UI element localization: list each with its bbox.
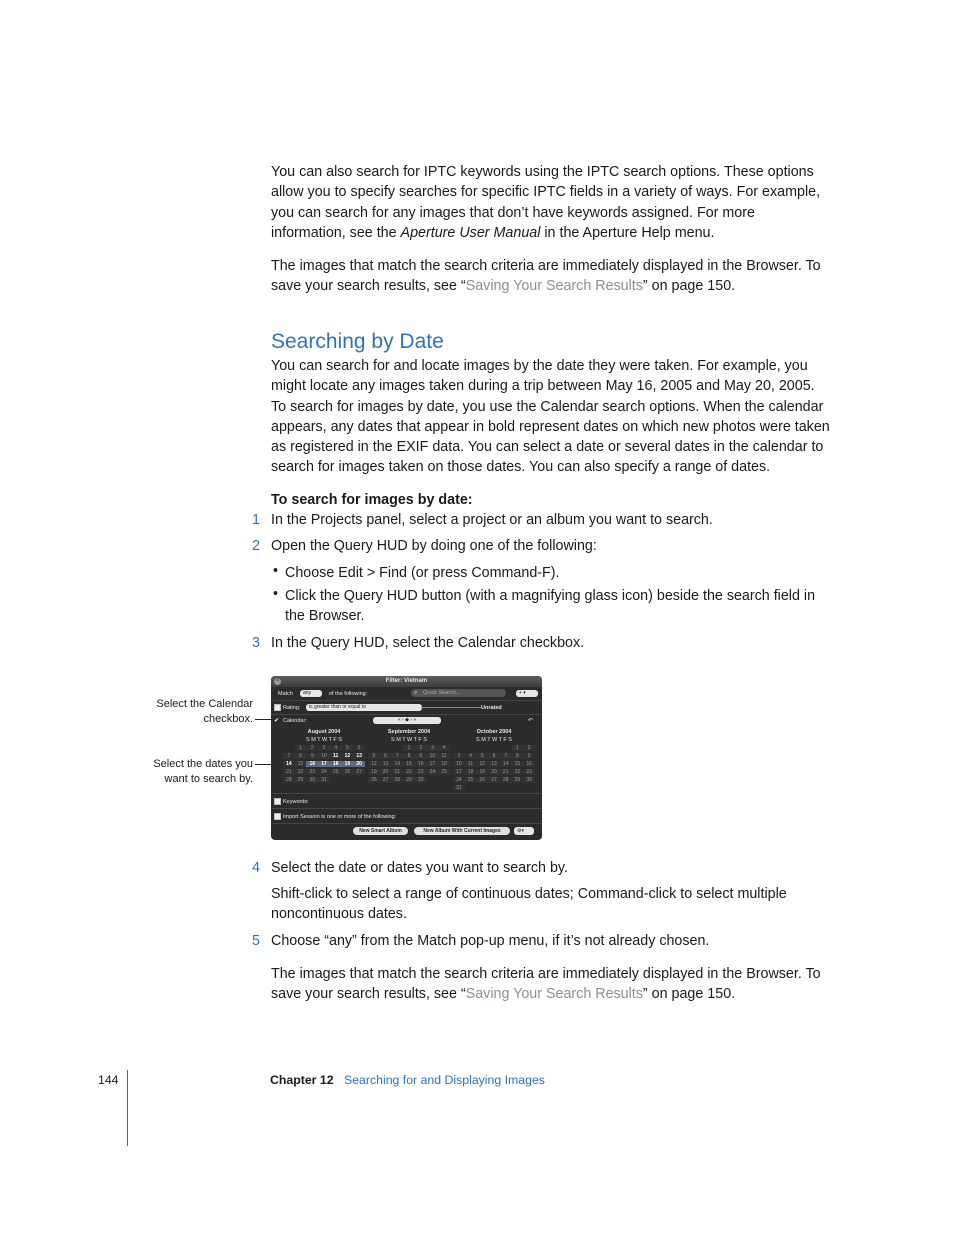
calendar-day[interactable]: 11 xyxy=(438,753,450,759)
page-number: 144 xyxy=(98,1073,119,1087)
calendar-day[interactable]: 20 xyxy=(353,761,365,767)
calendar-day[interactable]: 15 xyxy=(512,761,524,767)
calendar-empty-cell xyxy=(500,745,512,751)
calendar-day[interactable]: 2 xyxy=(415,745,427,751)
calendar-day[interactable]: 4 xyxy=(330,745,342,751)
footer-rule xyxy=(127,1070,128,1146)
calendar-day[interactable]: 31 xyxy=(453,785,465,791)
calendar-day[interactable]: 27 xyxy=(488,777,500,783)
intro-text-end: in the Aperture Help menu. xyxy=(540,224,715,241)
calendar-day[interactable]: 14 xyxy=(283,761,295,767)
add-rule-button[interactable]: + ▾ xyxy=(516,690,538,697)
calendar-empty-cell xyxy=(391,745,403,751)
step-number: 1 xyxy=(252,512,260,528)
new-album-current-images-button[interactable]: New Album With Current Images xyxy=(414,827,510,835)
rating-label: Rating: xyxy=(283,705,301,711)
step-number: 2 xyxy=(252,538,260,554)
calendar-day[interactable]: 9 xyxy=(415,753,427,759)
calendar-empty-cell xyxy=(453,745,465,751)
calendar-day[interactable]: 14 xyxy=(391,761,403,767)
match-popup[interactable]: any xyxy=(300,690,322,697)
calendar-day[interactable]: 6 xyxy=(353,745,365,751)
new-smart-album-button[interactable]: New Smart Album xyxy=(353,827,408,835)
month-title: August 2004 xyxy=(307,729,341,735)
calendar-day[interactable]: 29 xyxy=(295,777,307,783)
step-note: Shift-click to select a range of continuous dates; Command-click to select multiple noncontinuous dates. xyxy=(271,886,787,923)
calendar-day[interactable]: 9 xyxy=(306,753,318,759)
month-grid xyxy=(368,745,450,783)
calendar-day[interactable]: 5 xyxy=(368,753,380,759)
gear-icon[interactable]: ⚙▾ xyxy=(514,827,534,835)
calendar-day[interactable]: 19 xyxy=(342,761,354,767)
footer-chapter-title[interactable]: Searching for and Displaying Images xyxy=(344,1073,545,1087)
match-row xyxy=(271,687,542,701)
rating-checkbox[interactable] xyxy=(274,704,281,711)
manual-title: Aperture User Manual xyxy=(400,224,541,241)
calendar-day[interactable]: 18 xyxy=(465,769,477,775)
step-number: 3 xyxy=(252,635,260,651)
calendar-day[interactable]: 25 xyxy=(330,769,342,775)
calendar-day[interactable]: 9 xyxy=(523,753,535,759)
import-session-checkbox[interactable] xyxy=(274,813,281,820)
calendar-day[interactable]: 18 xyxy=(330,761,342,767)
calendar-day[interactable]: 8 xyxy=(512,753,524,759)
calendar-day[interactable]: 7 xyxy=(283,753,295,759)
calendar-day[interactable]: 17 xyxy=(427,761,439,767)
calendar-empty-cell xyxy=(283,745,295,751)
calendar-day[interactable]: 2 xyxy=(523,745,535,751)
calendar-day[interactable]: 29 xyxy=(512,777,524,783)
calendar-day[interactable]: 24 xyxy=(427,769,439,775)
calendar-day[interactable]: 1 xyxy=(295,745,307,751)
calendar-day[interactable]: 3 xyxy=(427,745,439,751)
calendar-day[interactable]: 24 xyxy=(453,777,465,783)
calendar-day[interactable]: 10 xyxy=(318,753,330,759)
hud-title: Filter: Vietnam xyxy=(271,676,542,687)
calendar-day[interactable]: 23 xyxy=(415,769,427,775)
calendar-day[interactable]: 7 xyxy=(391,753,403,759)
calendar-day[interactable]: 22 xyxy=(512,769,524,775)
calendar-label: Calendar: xyxy=(283,718,307,724)
calendar-day[interactable]: 1 xyxy=(403,745,415,751)
rating-slider[interactable] xyxy=(421,707,481,708)
calendar-day[interactable]: 28 xyxy=(391,777,403,783)
calendar-day[interactable]: 10 xyxy=(427,753,439,759)
import-session-row xyxy=(271,810,542,824)
calendar-day[interactable]: 4 xyxy=(438,745,450,751)
section-body: You can search for and locate images by the date they were taken. For example, you might locate any images taken during a trip between May 16, 2005 and May 20, 2005. To search for images by date, you use the Calendar search options. When the calendar appears, any dates that appear in bold represent dates on which new photos were taken as registered in the EXIF data. You can select a date or several dates in the calendar to search for images taken on those dates. You can also specify a range of dates. xyxy=(271,358,830,476)
calendar-day[interactable]: 16 xyxy=(306,761,318,767)
import-session-label: Import Session is one or more of the following: xyxy=(283,814,397,820)
calendar-day[interactable]: 13 xyxy=(488,761,500,767)
callout-dates: Select the dates you want to search by. xyxy=(153,758,253,785)
intro-text-end: ” on page 150. xyxy=(642,278,736,295)
calendar-empty-cell xyxy=(488,745,500,751)
step-text: Choose “any” from the Match pop-up menu, if it’s not already chosen. xyxy=(271,933,710,949)
keywords-checkbox[interactable] xyxy=(274,798,281,805)
calendar-day[interactable]: 22 xyxy=(403,769,415,775)
weekday-header xyxy=(283,737,365,743)
calendar-day[interactable]: 1 xyxy=(512,745,524,751)
calendar-day[interactable]: 30 xyxy=(523,777,535,783)
calendar-nav-buttons[interactable]: « ‹ ◆ › » xyxy=(373,717,441,724)
calendar-day[interactable]: 21 xyxy=(391,769,403,775)
calendar-day[interactable]: 25 xyxy=(465,777,477,783)
calendar-day[interactable]: 21 xyxy=(283,769,295,775)
calendar-day[interactable]: 12 xyxy=(476,761,488,767)
calendar-day[interactable]: 6 xyxy=(488,753,500,759)
calendar-empty-cell xyxy=(465,745,477,751)
calendar-day[interactable]: 3 xyxy=(318,745,330,751)
bullet-symbol: • xyxy=(273,586,279,602)
calendar-day[interactable]: 13 xyxy=(380,761,392,767)
calendar-day[interactable]: 27 xyxy=(353,769,365,775)
match-suffix: of the following: xyxy=(329,691,368,697)
calendar-day[interactable]: 13 xyxy=(353,753,365,759)
calendar-day[interactable]: 4 xyxy=(465,753,477,759)
weekday-header xyxy=(368,737,450,743)
bullet-text: Click the Query HUD button (with a magnifying glass icon) beside the search field in the Browser. xyxy=(285,588,816,625)
calendar-day[interactable]: 3 xyxy=(453,753,465,759)
calendar-day[interactable]: 30 xyxy=(415,777,427,783)
calendar-day[interactable]: 8 xyxy=(295,753,307,759)
calendar-day[interactable]: 24 xyxy=(318,769,330,775)
calendar-day[interactable]: 15 xyxy=(403,761,415,767)
calendar-day[interactable]: 19 xyxy=(476,769,488,775)
calendar-day[interactable]: 23 xyxy=(523,769,535,775)
step-text: In the Query HUD, select the Calendar checkbox. xyxy=(271,635,585,651)
calendar-day[interactable]: 8 xyxy=(403,753,415,759)
calendar-empty-cell xyxy=(380,745,392,751)
calendar-day[interactable]: 23 xyxy=(306,769,318,775)
step-text: In the Projects panel, select a project or an album you want to search. xyxy=(271,512,713,528)
footer-chapter: Chapter 12 xyxy=(270,1073,334,1087)
month-title: October 2004 xyxy=(476,729,512,735)
bullet-symbol: • xyxy=(273,563,279,579)
calendar-day[interactable]: 16 xyxy=(523,761,535,767)
calendar-empty-cell xyxy=(476,745,488,751)
calendar-day[interactable]: 19 xyxy=(368,769,380,775)
calendar-day[interactable]: 30 xyxy=(306,777,318,783)
calendar-month-august xyxy=(283,729,365,783)
step-text: Open the Query HUD by doing one of the following: xyxy=(271,538,597,554)
intro-text: You can also search for IPTC keywords using the IPTC search options. These options allow you to specify searches for specific IPTC fields in a variety of ways. For example, you can search for any images that don’t have keywords assigned. For more information, see the xyxy=(271,164,821,241)
cross-reference-link[interactable]: Saving Your Search Results xyxy=(465,278,643,295)
calendar-day[interactable]: 29 xyxy=(403,777,415,783)
outro-paragraph xyxy=(271,964,831,1005)
calendar-day[interactable]: 21 xyxy=(500,769,512,775)
calendar-day[interactable]: 20 xyxy=(380,769,392,775)
intro-paragraph-1 xyxy=(271,162,831,243)
search-placeholder: Quick Search... xyxy=(423,690,461,696)
reset-arrow-icon[interactable]: ↶ xyxy=(528,718,534,724)
calendar-day[interactable]: 26 xyxy=(476,777,488,783)
calendar-day[interactable]: 28 xyxy=(500,777,512,783)
calendar-day[interactable]: 17 xyxy=(318,761,330,767)
match-label: Match xyxy=(278,691,293,697)
calendar-day[interactable]: 14 xyxy=(500,761,512,767)
calendar-day[interactable]: 25 xyxy=(438,769,450,775)
intro-paragraph-2 xyxy=(271,256,831,297)
step-text: Select the date or dates you want to search by. xyxy=(271,860,568,876)
step-number: 5 xyxy=(252,933,260,949)
calendar-section xyxy=(271,715,542,794)
calendar-day[interactable]: 11 xyxy=(465,761,477,767)
step-number: 4 xyxy=(252,860,260,876)
intro-text: The images that match the search criteria are immediately displayed in the Browser. To save your search results, see “ xyxy=(271,258,821,295)
calendar-month-october xyxy=(453,729,535,791)
calendar-day[interactable]: 15 xyxy=(295,761,307,767)
outro-text: The images that match the search criteria are immediately displayed in the Browser. To save your search results, see “ xyxy=(271,966,821,1003)
calendar-day[interactable]: 26 xyxy=(368,777,380,783)
magnifying-glass-icon: ⌕ xyxy=(414,690,418,696)
calendar-empty-cell xyxy=(368,745,380,751)
calendar-day[interactable]: 2 xyxy=(306,745,318,751)
month-title: September 2004 xyxy=(387,729,431,735)
calendar-day[interactable]: 16 xyxy=(415,761,427,767)
calendar-day[interactable]: 6 xyxy=(380,753,392,759)
calendar-day[interactable]: 18 xyxy=(438,761,450,767)
bullet-text: Choose Edit > Find (or press Command-F). xyxy=(285,565,560,581)
keywords-label: Keywords: xyxy=(283,799,309,805)
calendar-day[interactable]: 20 xyxy=(488,769,500,775)
calendar-day[interactable]: 27 xyxy=(380,777,392,783)
search-field[interactable] xyxy=(411,689,506,697)
calendar-day[interactable]: 5 xyxy=(476,753,488,759)
section-heading: Searching by Date xyxy=(271,330,444,353)
month-grid xyxy=(283,745,365,783)
calendar-day[interactable]: 26 xyxy=(342,769,354,775)
calendar-day[interactable]: 11 xyxy=(330,753,342,759)
calendar-day[interactable]: 31 xyxy=(318,777,330,783)
month-grid xyxy=(453,745,535,791)
rating-popup[interactable]: is greater than or equal to xyxy=(306,704,422,711)
calendar-day[interactable]: 12 xyxy=(342,753,354,759)
weekdays: S M T W T F S xyxy=(391,737,427,743)
close-icon[interactable]: × xyxy=(275,678,280,684)
calendar-day[interactable]: 7 xyxy=(500,753,512,759)
rating-row xyxy=(271,701,542,715)
calendar-checkbox-checked-icon[interactable]: ✔ xyxy=(274,718,280,724)
procedure-title: To search for images by date: xyxy=(271,492,473,508)
callout-calendar-checkbox: Select the Calendar checkbox. xyxy=(156,698,253,725)
calendar-day[interactable]: 17 xyxy=(453,769,465,775)
outro-text-end: ” on page 150. xyxy=(642,986,736,1003)
weekdays: S M T W T F S xyxy=(476,737,512,743)
weekdays: S M T W T F S xyxy=(306,737,342,743)
cross-reference-link[interactable]: Saving Your Search Results xyxy=(465,986,643,1003)
calendar-month-september xyxy=(368,729,450,783)
keywords-row xyxy=(271,795,542,809)
query-hud xyxy=(271,676,542,840)
calendar-day[interactable]: 5 xyxy=(342,745,354,751)
weekday-header xyxy=(453,737,535,743)
calendar-day[interactable]: 10 xyxy=(453,761,465,767)
calendar-day[interactable]: 12 xyxy=(368,761,380,767)
calendar-day[interactable]: 22 xyxy=(295,769,307,775)
rating-state: Unrated xyxy=(481,705,502,711)
calendar-day[interactable]: 28 xyxy=(283,777,295,783)
